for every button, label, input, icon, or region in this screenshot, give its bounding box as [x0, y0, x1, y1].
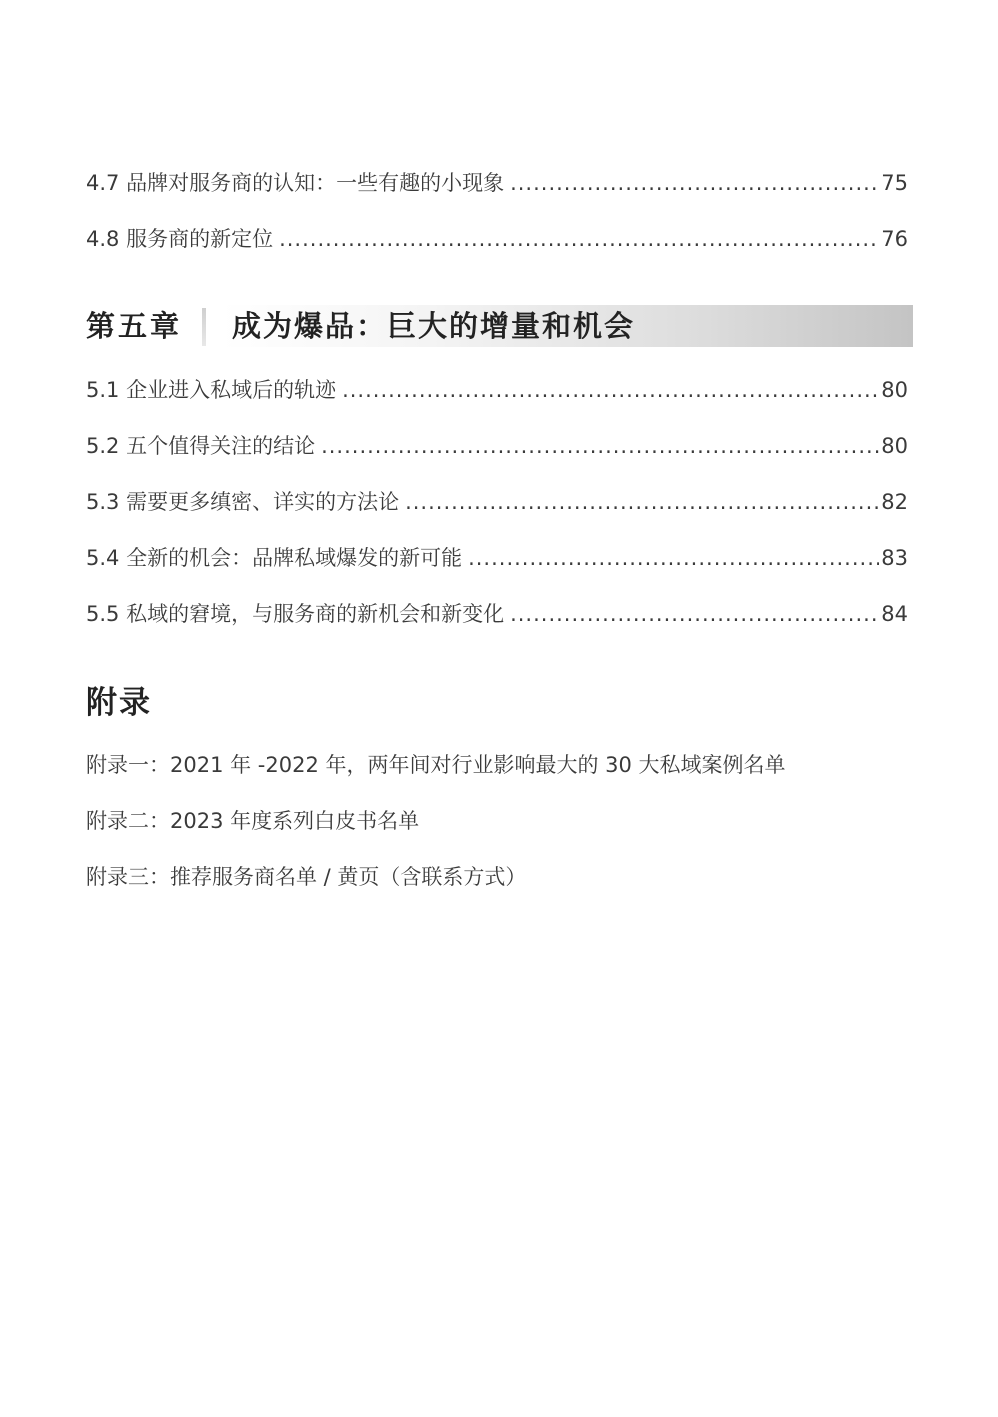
appendix-heading: 附录 [86, 685, 152, 721]
toc-entry-page: 76 [881, 227, 908, 251]
dot-leader [510, 597, 879, 631]
dot-leader [510, 166, 879, 200]
toc-entry-title: 4.8 服务商的新定位 [86, 227, 274, 251]
dot-leader [468, 541, 879, 575]
appendix-item-1[interactable]: 附录一：2021 年 -2022 年，两年间对行业影响最大的 30 大私域案例名单 [86, 753, 786, 777]
toc-entry-title: 5.5 私域的窘境，与服务商的新机会和新变化 [86, 602, 505, 626]
chapter-title: 成为爆品：巨大的增量和机会 [232, 309, 636, 343]
toc-entry-page: 75 [881, 171, 908, 195]
toc-entry-title: 5.3 需要更多缜密、详实的方法论 [86, 490, 400, 514]
toc-entry-title: 5.4 全新的机会：品牌私域爆发的新可能 [86, 546, 463, 570]
toc-entry-page: 80 [881, 378, 908, 402]
toc-entry-5-3[interactable] [86, 485, 908, 519]
toc-entry-title: 5.1 企业进入私域后的轨迹 [86, 378, 337, 402]
toc-entry-title: 4.7 品牌对服务商的认知：一些有趣的小现象 [86, 171, 505, 195]
dot-leader [279, 222, 879, 256]
toc-entry-page: 84 [881, 602, 908, 626]
dot-leader [321, 429, 879, 463]
toc-entry-page: 80 [881, 434, 908, 458]
toc-entry-5-2[interactable] [86, 429, 908, 463]
toc-entry-5-1[interactable] [86, 373, 908, 407]
toc-entry-page: 82 [881, 490, 908, 514]
toc-entry-4-7[interactable] [86, 166, 908, 200]
chapter-label: 第五章 [86, 309, 183, 343]
toc-entry-5-4[interactable] [86, 541, 908, 575]
toc-entry-title: 5.2 五个值得关注的结论 [86, 434, 316, 458]
toc-entry-5-5[interactable] [86, 597, 908, 631]
chapter-divider [202, 308, 206, 346]
appendix-item-3[interactable]: 附录三：推荐服务商名单 / 黄页（含联系方式） [86, 865, 527, 889]
toc-entry-page: 83 [881, 546, 908, 570]
dot-leader [405, 485, 879, 519]
appendix-item-2[interactable]: 附录二：2023 年度系列白皮书名单 [86, 809, 420, 833]
chapter-5-heading [86, 305, 913, 347]
dot-leader [342, 373, 879, 407]
toc-entry-4-8[interactable] [86, 222, 908, 256]
